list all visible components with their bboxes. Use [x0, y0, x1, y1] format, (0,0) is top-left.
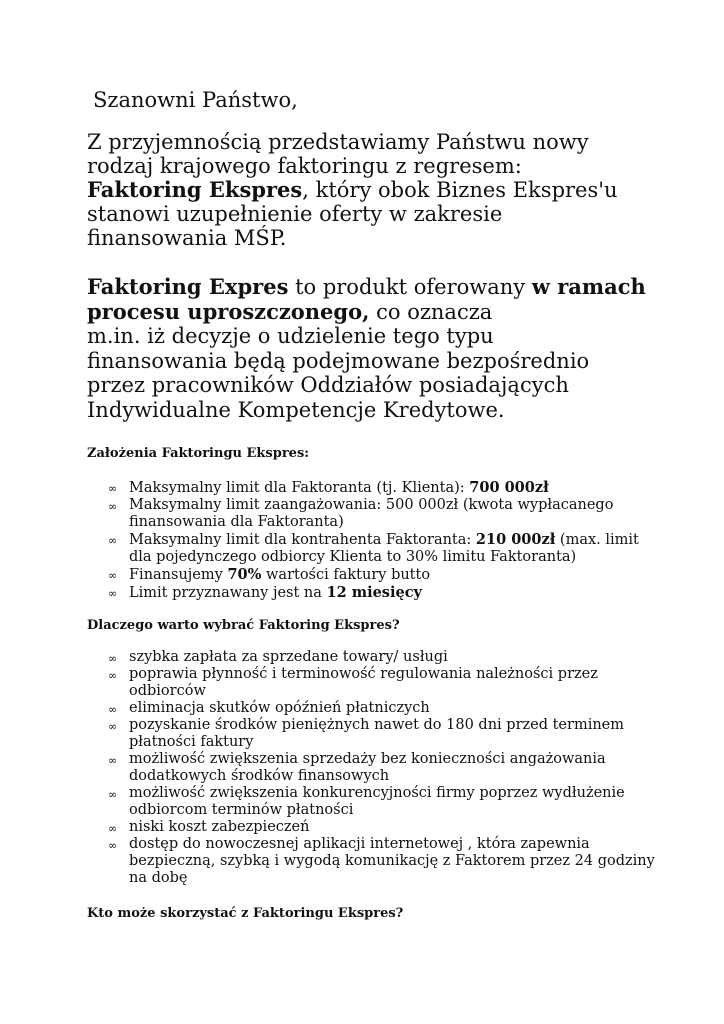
- infinity-bullet-icon: ∞: [108, 703, 118, 716]
- process-line: Faktoring Expres to produkt oferowany w ramach: [87, 274, 646, 299]
- process-line: finansowania będą podejmowane bezpośrednio: [87, 348, 590, 373]
- process-line: procesu uproszczonego, co oznacza: [87, 298, 493, 324]
- process-line: Indywidualne Kompetencje Kredytowe.: [87, 397, 505, 422]
- process-paragraph: [87, 275, 687, 422]
- list-item: ∞ możliwość zwiększenia sprzedaży bez konieczności angażowania dodatkowych środków finansowych: [108, 751, 606, 784]
- intro-line: Z przyjemnością przedstawiamy Państwu nowy: [87, 130, 589, 154]
- list-item: ∞ Finansujemy 70% wartości faktury butto: [108, 566, 431, 583]
- list-item: ∞ Maksymalny limit dla Faktoranta (tj. Klienta): 700 000zł: [108, 479, 549, 496]
- infinity-bullet-icon: ∞: [108, 788, 118, 801]
- infinity-bullet-icon: ∞: [108, 482, 118, 495]
- infinity-bullet-icon: ∞: [108, 754, 118, 767]
- infinity-bullet-icon: ∞: [108, 822, 118, 835]
- section-heading-assumptions: Założenia Faktoringu Ekspres:: [87, 446, 310, 461]
- infinity-bullet-icon: ∞: [108, 587, 118, 600]
- list-item: ∞ dostęp do nowoczesnej aplikacji internetowej , która zapewnia bezpieczną, szybką i wygodą komunikację z Faktorem przez 24 godziny na dobę: [108, 836, 655, 886]
- list-item: ∞ możliwość zwiększenia konkurencyjności firmy poprzez wydłużenie odbiorcom terminów płatności: [108, 785, 625, 818]
- list-item: ∞ szybka zapłata za sprzedane towary/ usługi: [108, 649, 448, 665]
- infinity-bullet-icon: ∞: [108, 720, 118, 733]
- assumptions-list: [87, 479, 647, 602]
- intro-line: stanowi uzupełnienie oferty w zakresie: [87, 202, 503, 226]
- product-name: Faktoring Ekspres: [87, 177, 303, 202]
- infinity-bullet-icon: ∞: [108, 569, 118, 582]
- list-item: ∞ Maksymalny limit zaangażowania: 500 000zł (kwota wypłacanego finansowania dla Faktoranta): [108, 497, 614, 530]
- infinity-bullet-icon: ∞: [108, 669, 118, 682]
- list-item: ∞ niski koszt zabezpieczeń: [108, 819, 310, 835]
- infinity-bullet-icon: ∞: [108, 500, 118, 513]
- greeting: Szanowni Państwo,: [93, 88, 298, 112]
- benefits-list: [87, 649, 655, 887]
- section-heading-who: Kto może skorzystać z Faktoringu Ekspres?: [87, 906, 404, 921]
- intro-line: rodzaj krajowego faktoringu z regresem:: [87, 154, 522, 178]
- intro-paragraph: [87, 130, 687, 250]
- infinity-bullet-icon: ∞: [108, 534, 118, 547]
- list-item: ∞ eliminacja skutków opóźnień płatniczych: [108, 700, 430, 716]
- process-line: m.in. iż decyzje o udzielenie tego typu: [87, 324, 494, 348]
- process-line: przez pracowników Oddziałów posiadających: [87, 373, 569, 397]
- list-item: ∞ Limit przyznawany jest na 12 miesięcy: [108, 584, 422, 601]
- intro-line: Faktoring Ekspres, który obok Biznes Ekspres'u: [87, 177, 618, 202]
- infinity-bullet-icon: ∞: [108, 839, 118, 852]
- intro-line: finansowania MŚP.: [87, 226, 287, 250]
- list-item: ∞ Maksymalny limit dla kontrahenta Faktoranta: 210 000zł (max. limit dla pojedynczego odbiorcy Klienta to 30% limitu Faktoranta): [108, 531, 639, 565]
- list-item: ∞ poprawia płynność i terminowość regulowania należności przez odbiorców: [108, 666, 598, 699]
- list-item: ∞ pozyskanie środków pieniężnych nawet do 180 dni przed terminem płatności faktury: [108, 717, 625, 750]
- infinity-bullet-icon: ∞: [108, 652, 118, 665]
- section-heading-why: Dlaczego warto wybrać Faktoring Ekspres?: [87, 618, 400, 633]
